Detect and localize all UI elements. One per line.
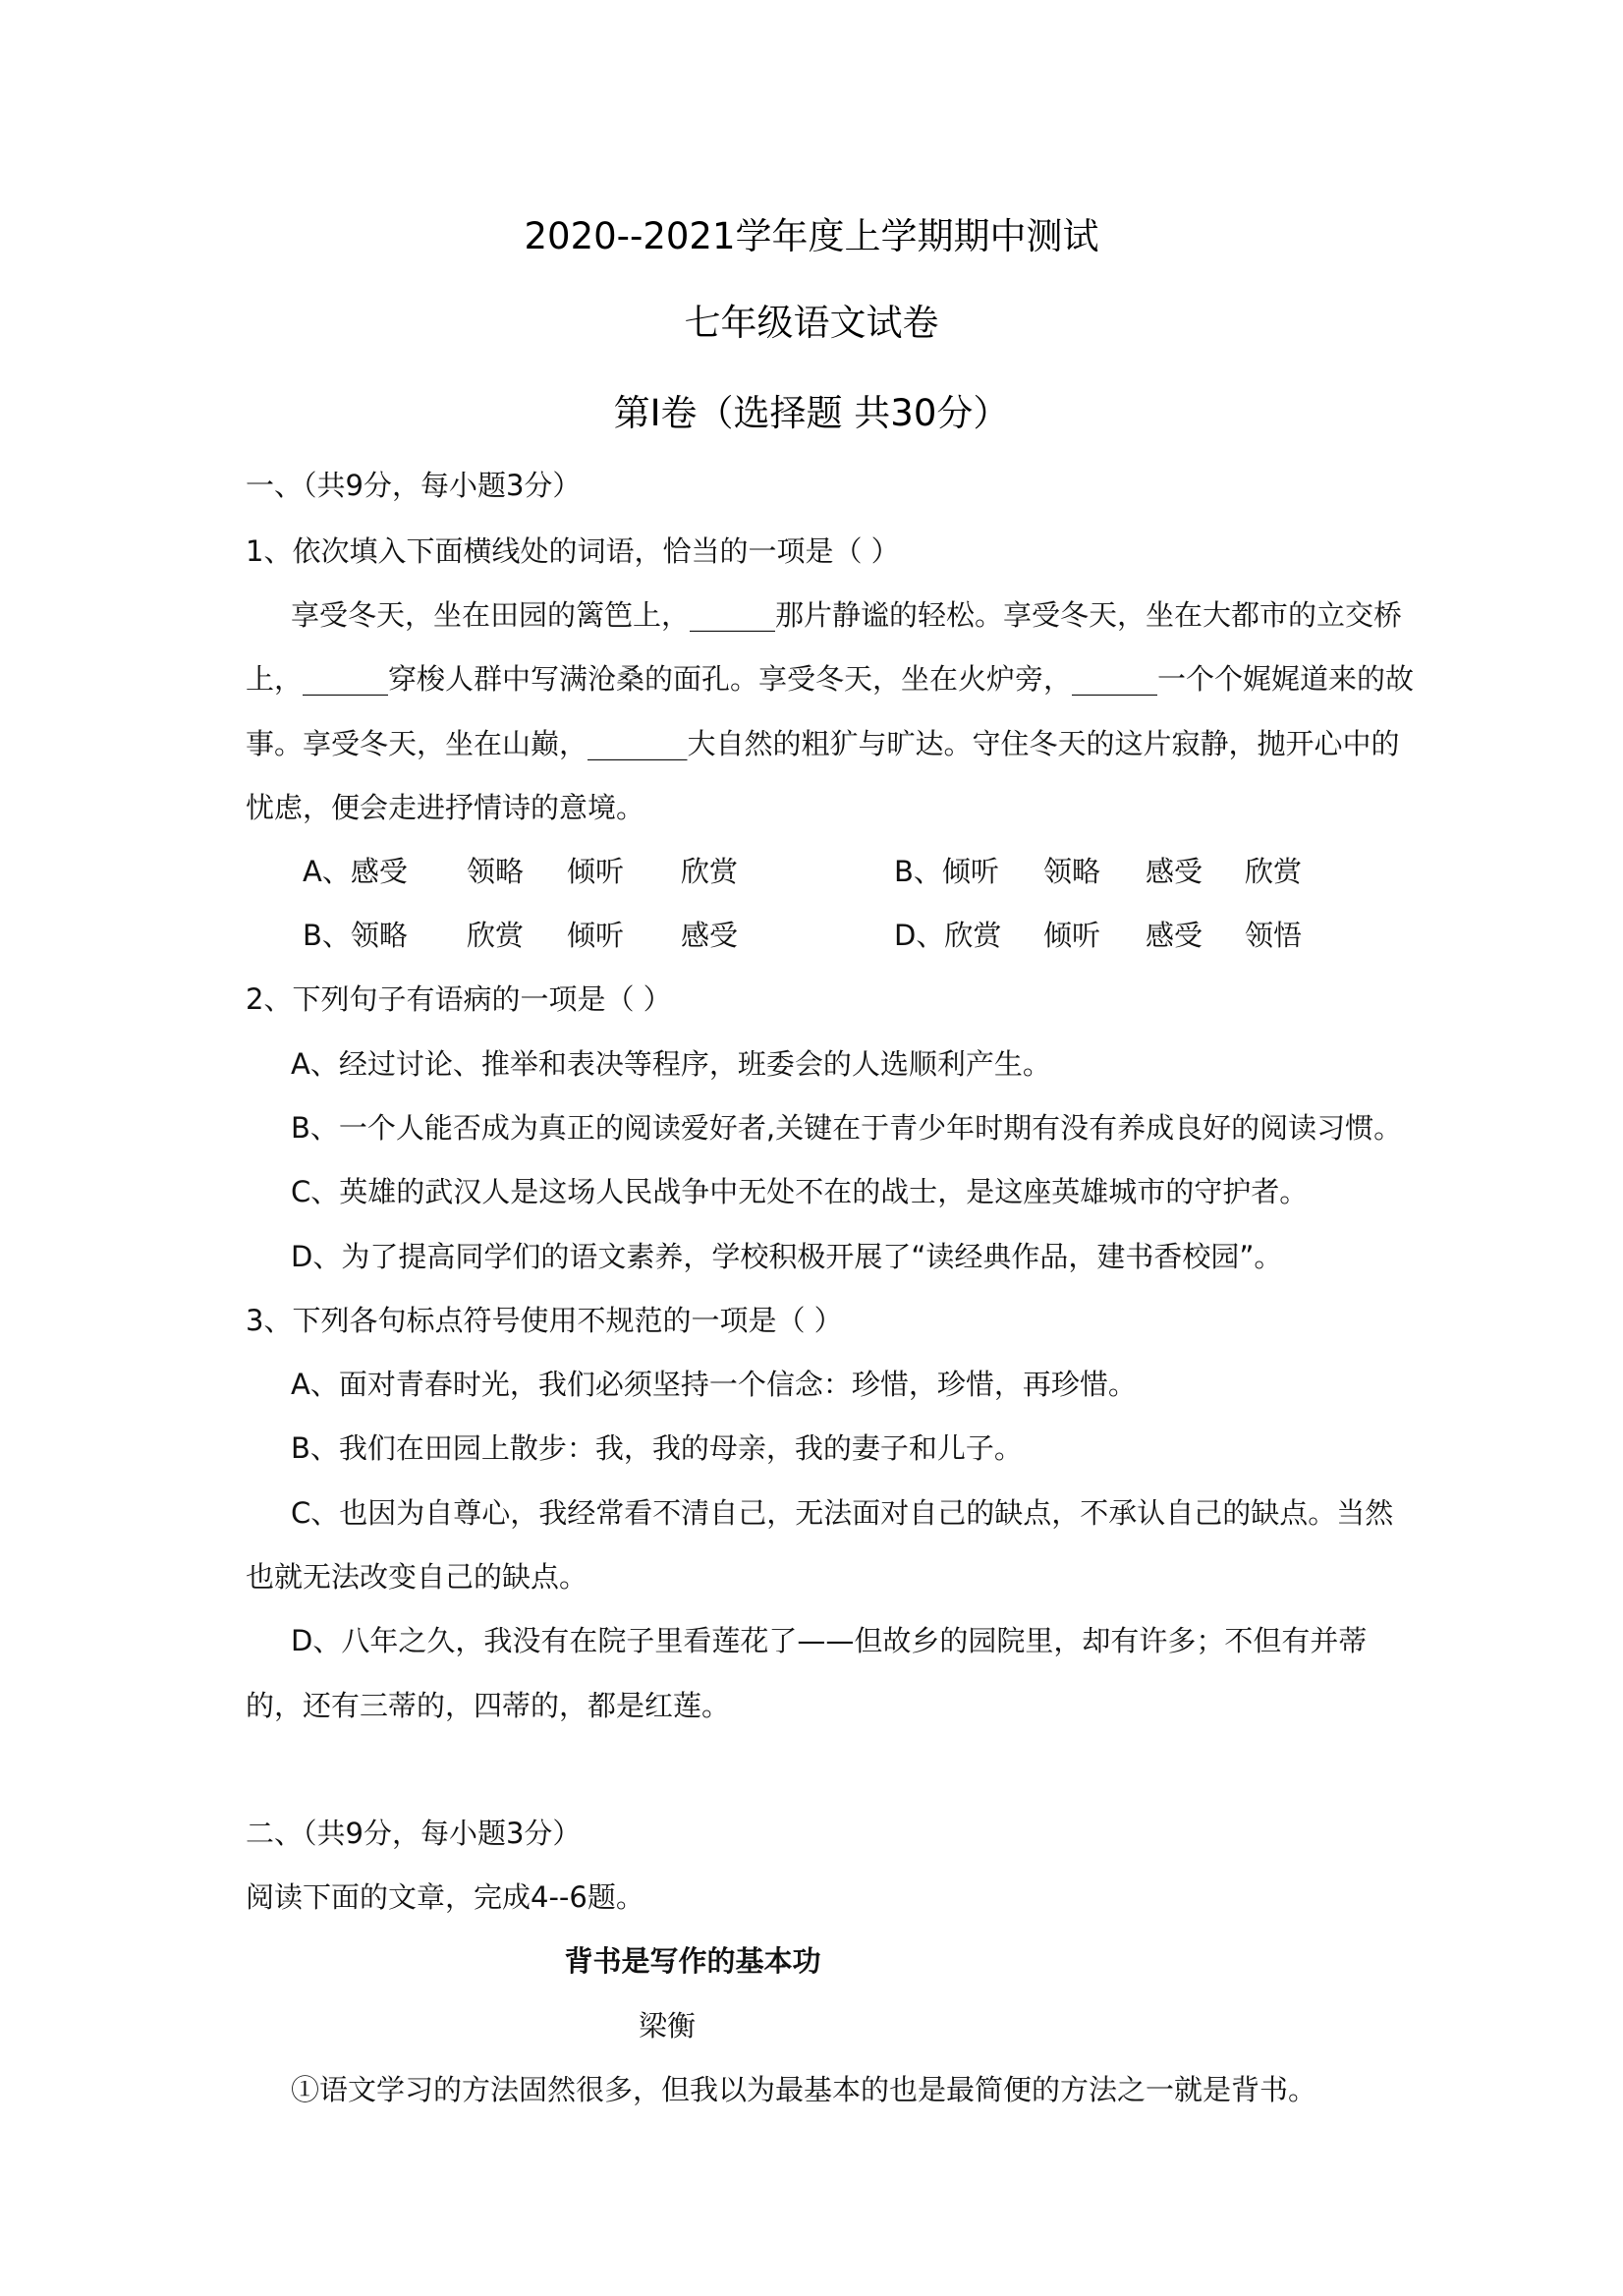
section2-heading: 二、（共9分，每小题3分） bbox=[246, 1817, 582, 1850]
article-author: 梁衡 bbox=[639, 2009, 697, 2043]
q3-option-b: B、我们在田园上散步：我，我的母亲，我的妻子和儿子。 bbox=[291, 1431, 1023, 1465]
q1-option-b-word: 领略 bbox=[1043, 855, 1101, 888]
q3-option-a: A、面对青春时光，我们必须坚持一个信念：珍惜，珍惜，再珍惜。 bbox=[291, 1368, 1137, 1401]
q1-option-a-word: 欣赏 bbox=[681, 855, 739, 888]
exam-title: 2020--2021学年度上学期期中测试 bbox=[524, 215, 1099, 257]
q3-option-c: C、也因为自尊心，我经常看不清自己，无法面对自己的缺点，不承认自己的缺点。当然 bbox=[291, 1496, 1394, 1530]
section1-heading: 一、（共9分，每小题3分） bbox=[246, 469, 582, 502]
q1-option-a-word: 领略 bbox=[467, 855, 525, 888]
q1-option-d: D、欣赏 bbox=[894, 919, 1002, 952]
q1-option-b: B、倾听 bbox=[894, 855, 999, 888]
q2-option-b: B、一个人能否成为真正的阅读爱好者,关键在于青少年时期有没有养成良好的阅读习惯。 bbox=[291, 1111, 1403, 1145]
q1-passage-line: 忧虑，便会走进抒情诗的意境。 bbox=[246, 791, 645, 824]
q3-option-d-continued: 的，还有三蒂的，四蒂的，都是红莲。 bbox=[246, 1689, 731, 1722]
q1-option-c-word: 感受 bbox=[681, 919, 739, 952]
q3-option-d: D、八年之久，我没有在院子里看莲花了——但故乡的园院里，却有许多；不但有并蒂 bbox=[291, 1624, 1368, 1657]
q1-option-d-word: 感受 bbox=[1146, 919, 1203, 952]
exam-subtitle: 七年级语文试卷 bbox=[684, 302, 939, 344]
q1-passage-line: 事。享受冬天，坐在山巅，_______大自然的粗犷与旷达。守住冬天的这片寂静，抛开心中的 bbox=[246, 727, 1400, 760]
q1-passage-line: 上，______穿梭人群中写满沧桑的面孔。享受冬天，坐在火炉旁，______一个个娓娓道来的故 bbox=[246, 662, 1415, 696]
q1-option-c-word: 倾听 bbox=[567, 919, 625, 952]
article-paragraph: ①语文学习的方法固然很多，但我以为最基本的也是最简便的方法之一就是背书。 bbox=[291, 2073, 1317, 2106]
q1-option-d-word: 倾听 bbox=[1043, 919, 1101, 952]
q1-passage-line: 享受冬天，坐在田园的篱笆上，______那片静谧的轻松。享受冬天，坐在大都市的立交桥 bbox=[291, 598, 1403, 632]
q1-option-d-word: 领悟 bbox=[1245, 919, 1303, 952]
q1-option-c-word: 欣赏 bbox=[467, 919, 525, 952]
q3-option-c-continued: 也就无法改变自己的缺点。 bbox=[246, 1560, 588, 1594]
q2-option-d: D、为了提高同学们的语文素养，学校积极开展了“读经典作品，建书香校园”。 bbox=[291, 1240, 1283, 1273]
q1-option-a-word: 倾听 bbox=[567, 855, 625, 888]
q2-stem: 2、下列句子有语病的一项是（ ） bbox=[246, 982, 672, 1016]
q2-option-a: A、经过讨论、推举和表决等程序，班委会的人选顺利产生。 bbox=[291, 1047, 1051, 1081]
q1-option-b-word: 感受 bbox=[1146, 855, 1203, 888]
q1-option-c: B、领略 bbox=[303, 919, 408, 952]
q2-option-c: C、英雄的武汉人是这场人民战争中无处不在的战士，是这座英雄城市的守护者。 bbox=[291, 1175, 1309, 1208]
q1-option-b-word: 欣赏 bbox=[1245, 855, 1303, 888]
volume-title: 第Ⅰ卷（选择题 共30分） bbox=[613, 392, 1010, 434]
reading-instruction: 阅读下面的文章，完成4--6题。 bbox=[246, 1880, 644, 1914]
article-title: 背书是写作的基本功 bbox=[564, 1944, 821, 1978]
q1-option-a: A、感受 bbox=[303, 855, 408, 888]
q1-stem: 1、依次填入下面横线处的词语，恰当的一项是（ ） bbox=[246, 534, 900, 568]
q3-stem: 3、下列各句标点符号使用不规范的一项是（ ） bbox=[246, 1304, 843, 1337]
